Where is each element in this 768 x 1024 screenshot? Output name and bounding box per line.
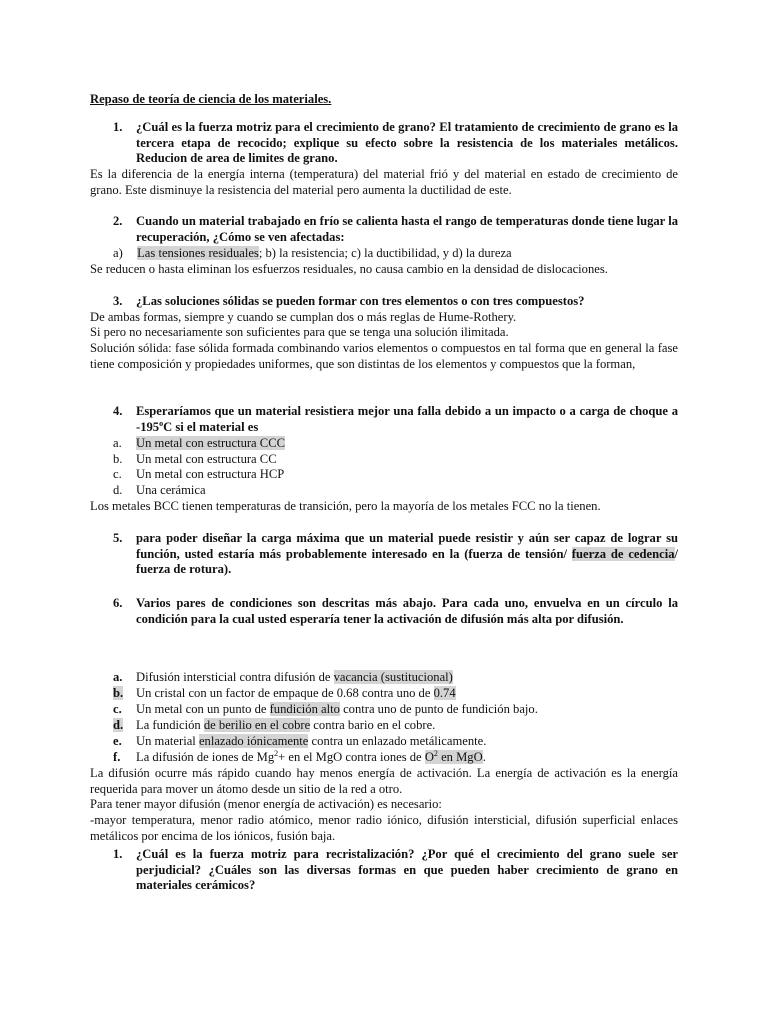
option-e-post: contra un enlazado metálicamente. <box>308 734 487 748</box>
question-6-option-f-letter: f. <box>113 750 121 764</box>
question-7-number: 1. <box>113 847 123 861</box>
question-1-number: 1. <box>113 120 123 134</box>
question-6-option-e-letter: e. <box>113 734 122 748</box>
option-b-pre: Un cristal con un factor de empaque de 0.68 contra uno de <box>136 686 434 700</box>
question-2-option-rest: ; b) la resistencia; c) la ductibilidad, y d) la dureza <box>258 246 512 260</box>
question-6-option-b-letter <box>113 686 123 702</box>
option-f-highlight-end: en MgO <box>437 750 483 764</box>
question-1-text: ¿Cuál es la fuerza motriz para el crecimiento de grano? El tratamiento de crecimiento de grano es la tercera etapa de recocido; explique su efecto sobre la resistencia de los materiales metálicos. Reducion de area de limites de grano. <box>136 120 678 166</box>
question-3-answer-1: De ambas formas, siempre y cuando se cumplan dos o más reglas de Hume-Rothery. <box>90 310 517 324</box>
option-c-pre: Un metal con un punto de <box>136 702 270 716</box>
question-2-option-prefix: a) <box>113 246 123 260</box>
option-b-highlighted: 0.74 <box>433 686 456 700</box>
question-6-option-d-text <box>136 718 435 734</box>
question-4-option-c-letter: c. <box>113 467 122 481</box>
question-4-answer: Los metales BCC tienen temperaturas de transición, pero la mayoría de los metales FCC no la tienen. <box>90 499 601 513</box>
page-title: Repaso de teoría de ciencia de los materiales. <box>90 92 332 106</box>
question-5-text-end: / fuerza de rotura). <box>136 546 678 577</box>
question-6-option-c-letter: c. <box>113 702 122 716</box>
option-d-pre: La fundición <box>136 718 204 732</box>
question-5-text-main: para poder diseñar la carga máxima que un material puede resistir y aún ser capaz de lograr su función, usted estaría más probablemente interesado en la (fuerza de tensión/ <box>136 531 678 561</box>
option-d-post: contra bario en el cobre. <box>310 718 436 732</box>
option-f-post: . <box>482 750 486 764</box>
question-3-number: 3. <box>113 294 123 308</box>
question-2-answer: Se reducen o hasta eliminan los esfuerzos residuales, no causa cambio en la densidad de dislocaciones. <box>90 262 608 276</box>
oxygen-charge-superscript: 2 <box>433 748 438 758</box>
option-c-highlighted: fundición alto <box>269 702 340 716</box>
question-1-answer: Es la diferencia de la energía interna (temperatura) del material frió y del material en estado de crecimiento de grano. Este disminuye la resistencia del material pero aumenta la ductilidad de este. <box>90 167 678 197</box>
question-6-text: Varios pares de condiciones son descritas más abajo. Para cada uno, envuelva en un círculo la condición para la cual usted esperaría tener la activación de difusión más alta por difusión. <box>136 596 678 626</box>
oxygen-symbol: O <box>424 750 434 764</box>
question-6-option-b-text <box>136 686 456 702</box>
option-c-post: contra uno de punto de fundición bajo. <box>339 702 538 716</box>
option-e-highlighted: enlazado iónicamente <box>198 734 309 748</box>
question-6-option-e-text <box>136 734 486 750</box>
question-3-answer-2: Si pero no necesariamente son suficientes para que se tenga una solución ilimitada. <box>90 325 509 339</box>
question-4-option-b-text: Un metal con estructura CC <box>136 452 277 466</box>
question-4-option-a-highlighted: Un metal con estructura CCC <box>136 436 285 450</box>
option-d-highlighted: de berilio en el cobre <box>203 718 311 732</box>
question-4-option-a-letter: a. <box>113 436 122 450</box>
option-e-pre: Un material <box>136 734 199 748</box>
degree-superscript: o <box>159 418 164 428</box>
question-6-option-d-letter <box>113 718 123 734</box>
question-2-options <box>113 246 512 262</box>
question-4-option-c-text: Un metal con estructura HCP <box>136 467 285 481</box>
option-f-highlighted <box>425 750 483 764</box>
question-4-option-a-text <box>136 436 285 452</box>
question-5-text <box>136 531 678 578</box>
question-3-text: ¿Las soluciones sólidas se pueden formar con tres elementos o con tres compuestos? <box>136 294 585 308</box>
question-6-answer-1: La difusión ocurre más rápido cuando hay menos energía de activación. La energía de activación es la energía requerida para mover un átomo desde un sitio de la red a otro. <box>90 766 678 796</box>
question-6-option-c-text <box>136 702 538 718</box>
question-4-text <box>136 404 678 435</box>
question-4-number: 4. <box>113 404 123 418</box>
question-5-highlighted-answer: fuerza de cedencia <box>571 546 675 561</box>
question-6-option-f-text <box>136 750 486 766</box>
option-f-mid: + en el MgO contra iones de <box>278 750 425 764</box>
question-4-option-b-letter: b. <box>113 452 123 466</box>
question-2-option-a-highlighted: Las tensiones residuales <box>137 246 259 260</box>
question-4-text-main: Esperaríamos que un material resistiera mejor una falla debido a un impacto o a carga de choque a -195 <box>136 404 678 434</box>
question-6-number: 6. <box>113 596 123 610</box>
option-a-highlighted: vacancia (sustitucional) <box>333 670 453 684</box>
option-f-pre: La difusión de iones de Mg <box>136 750 275 764</box>
question-4-text-end: C si el material es <box>163 419 259 434</box>
question-3-answer-3: Solución sólida: fase sólida formada combinando varios elementos o compuestos en tal forma que en general la fase tiene composición y propiedades uniformes, que son distintas de los elementos y compuestos que la forman, <box>90 341 678 371</box>
question-6-option-a-text <box>136 670 453 686</box>
question-6-option-a-letter: a. <box>113 670 123 684</box>
question-4-option-d-text: Una cerámica <box>136 483 206 497</box>
question-5-number: 5. <box>113 531 123 545</box>
question-2-text: Cuando un material trabajado en frío se calienta hasta el rango de temperaturas donde tiene lugar la recuperación, ¿Cómo se ven afectadas: <box>136 214 678 244</box>
question-6-answer-2: Para tener mayor difusión (menor energía de activación) es necesario: <box>90 797 442 811</box>
question-4-option-d-letter: d. <box>113 483 123 497</box>
option-b-letter-highlight: b. <box>113 686 124 700</box>
question-2-number: 2. <box>113 214 123 228</box>
mg-charge-superscript: 2 <box>274 748 279 758</box>
option-a-pre: Difusión intersticial contra difusión de <box>136 670 334 684</box>
question-7-text: ¿Cuál es la fuerza motriz para recristalización? ¿Por qué el crecimiento del grano suele ser perjudicial? ¿Cuáles son las diversas formas en que pueden haber crecimiento de grano en materiales cerámicos? <box>136 847 678 893</box>
question-6-answer-3: -mayor temperatura, menor radio atómico, menor radio iónico, difusión intersticial, difusión superficial enlaces metálicos por encima de los iónicos, fusión baja. <box>90 813 678 843</box>
option-d-letter-highlight: d. <box>113 718 124 732</box>
